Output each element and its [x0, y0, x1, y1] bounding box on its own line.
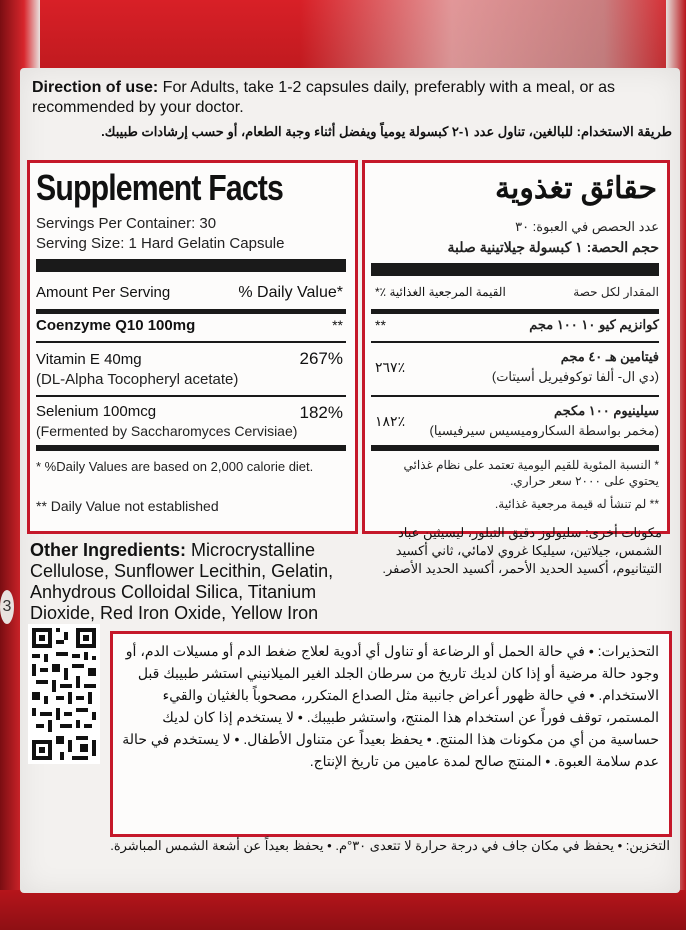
direction-of-use [32, 78, 672, 118]
nutrient-value-arabic: ٪٢٦٧ [375, 359, 406, 375]
nutrient-value-arabic: ** [375, 317, 386, 333]
nutrient-row: Coenzyme Q10 100mg [36, 317, 196, 334]
divider-mid [36, 309, 346, 314]
nutrient-value: ** [332, 317, 343, 333]
storage-text: التخزين: • يحفظ في مكان جاف في درجة حرارة لا تتعدى ٣٠°م. • يحفظ بعيداً عن أشعة الشمس المباشرة. [110, 838, 670, 853]
nutrient-sub-arabic: (دي ال- ألفا توكوفيريل أسيتات) [491, 369, 659, 384]
nutrient-row: Vitamin E 40mg [36, 351, 142, 368]
nutrient-row-arabic: كوانزيم كيو ١٠ ١٠٠ مجم [529, 317, 659, 332]
nutrient-sub: (DL-Alpha Tocopheryl acetate) [36, 371, 239, 388]
bottle-bottom [0, 890, 686, 930]
footnote-not-established-arabic: ** لم تنشأ له قيمة مرجعية غذائية. [494, 497, 659, 511]
divider-thick [371, 263, 659, 276]
nutrient-value: 267% [299, 349, 343, 368]
silver-sheen [300, 0, 680, 70]
nutrient-row-arabic: سيلينيوم ١٠٠ مكجم [553, 403, 659, 418]
divider-thin [371, 341, 659, 343]
divider-thick [36, 259, 346, 272]
divider-bottom [36, 445, 346, 451]
supplement-facts-arabic-title: حقائق تغذوية [494, 172, 657, 205]
amount-per-serving: Amount Per Serving [36, 284, 171, 301]
divider-thin [36, 341, 346, 343]
footnote-daily-values-arabic: * النسبة المئوية للقيم اليومية تعتمد على نظام غذائي يحتوي على ٢٠٠٠ سعر حراري. [403, 458, 659, 488]
nutrient-row: Selenium 100mcg [36, 403, 157, 420]
direction-text: For Adults, take 1-2 capsules daily, preferably with a meal, or as recommended by your doctor. [32, 79, 616, 116]
footnote-daily-values: * %Daily Values are based on 2,000 calorie diet. [36, 459, 314, 474]
daily-value-header-arabic: القيمة المرجعية الغذائية ٪* [375, 285, 506, 299]
nutrient-row-arabic: فيتامين هـ ٤٠ مجم [560, 349, 659, 364]
warnings-text: التحذيرات: • في حالة الحمل أو الرضاعة أو تناول أي أدوية لعلاج ضغط الدم أو مسيلات الدم، أو وجود حالة مرضية أو إذا كان لديك تاريخ من سرطان الجلد الغير الميلانيني استشر طبيبك قبل الاستخدام. • في حالة ظهور أعراض جانبية مثل الصداع المتكرر، مصحوباً بالغثيان والقيء المستمر، توقف فوراً عن استخدام هذا المنتج، واستشر طبيبك. • لا يستخدم إذا كان لديك حساسية من أي من مكونات هذا المنتج. • يحفظ بعيداً عن متناول الأطفال. • لا يستخدم في حالة عدم سلامة العبوة. • المنتج صالح لمدة عامين من تاريخ الإنتاج. [122, 643, 659, 769]
side-mark: 3 [0, 590, 14, 624]
divider-thin [36, 395, 346, 397]
nutrient-sub: (Fermented by Saccharomyces Cervisiae) [36, 423, 298, 439]
daily-value-header: % Daily Value* [238, 284, 343, 301]
serving-size: Serving Size: 1 Hard Gelatin Capsule [36, 235, 285, 252]
supplement-facts-title: Supplement Facts [36, 167, 284, 208]
divider-mid [371, 309, 659, 314]
other-ingredients-text: Microcrystalline Cellulose, Sunflower Lecithin, Gelatin, Anhydrous Colloidal Silica, Titanium Dioxide, Red Iron Oxide, Yellow Iron [30, 540, 334, 623]
servings-per-container-arabic: عدد الحصص في العبوة: ٣٠ [515, 219, 659, 234]
bottle-top [0, 0, 686, 70]
nutrient-value-arabic: ٪١٨٢ [375, 413, 406, 429]
qr-code-icon [28, 624, 100, 764]
serving-size-arabic: حجم الحصة: ١ كبسولة جيلاتينية صلبة [447, 239, 659, 255]
amount-per-serving-arabic: المقدار لكل حصة [573, 285, 659, 299]
direction-label: Direction of use: [32, 79, 159, 96]
servings-per-container: Servings Per Container: 30 [36, 215, 217, 232]
divider-thin [371, 395, 659, 397]
other-ingredients-label: Other Ingredients: [30, 540, 187, 560]
warnings-panel [110, 631, 672, 837]
direction-of-use-arabic: طريقة الاستخدام: للبالغين، تناول عدد ١-٢ كبسولة يومياً ويفضل أثناء وجبة الطعام، أو حسب إرشادات طبيبك. [101, 124, 672, 139]
divider-bottom [371, 445, 659, 451]
supplement-facts-panel [27, 160, 358, 534]
footnote-not-established: ** Daily Value not established [36, 498, 219, 514]
nutrient-sub-arabic: (مخمر بواسطة السكاروميسيس سيرفيسيا) [429, 423, 659, 438]
supplement-facts-arabic-panel [362, 160, 670, 534]
other-ingredients-arabic: مكونات أخرى: سليولوز دقيق التبلور، ليسيثين عباد الشمس، جيلاتين، سيليكا غروي لامائي، ثاني أكسيد التيتانيوم، أكسيد الحديد الأحمر، أكسيد الحديد الأصفر. [382, 525, 662, 576]
nutrient-value: 182% [299, 403, 343, 422]
